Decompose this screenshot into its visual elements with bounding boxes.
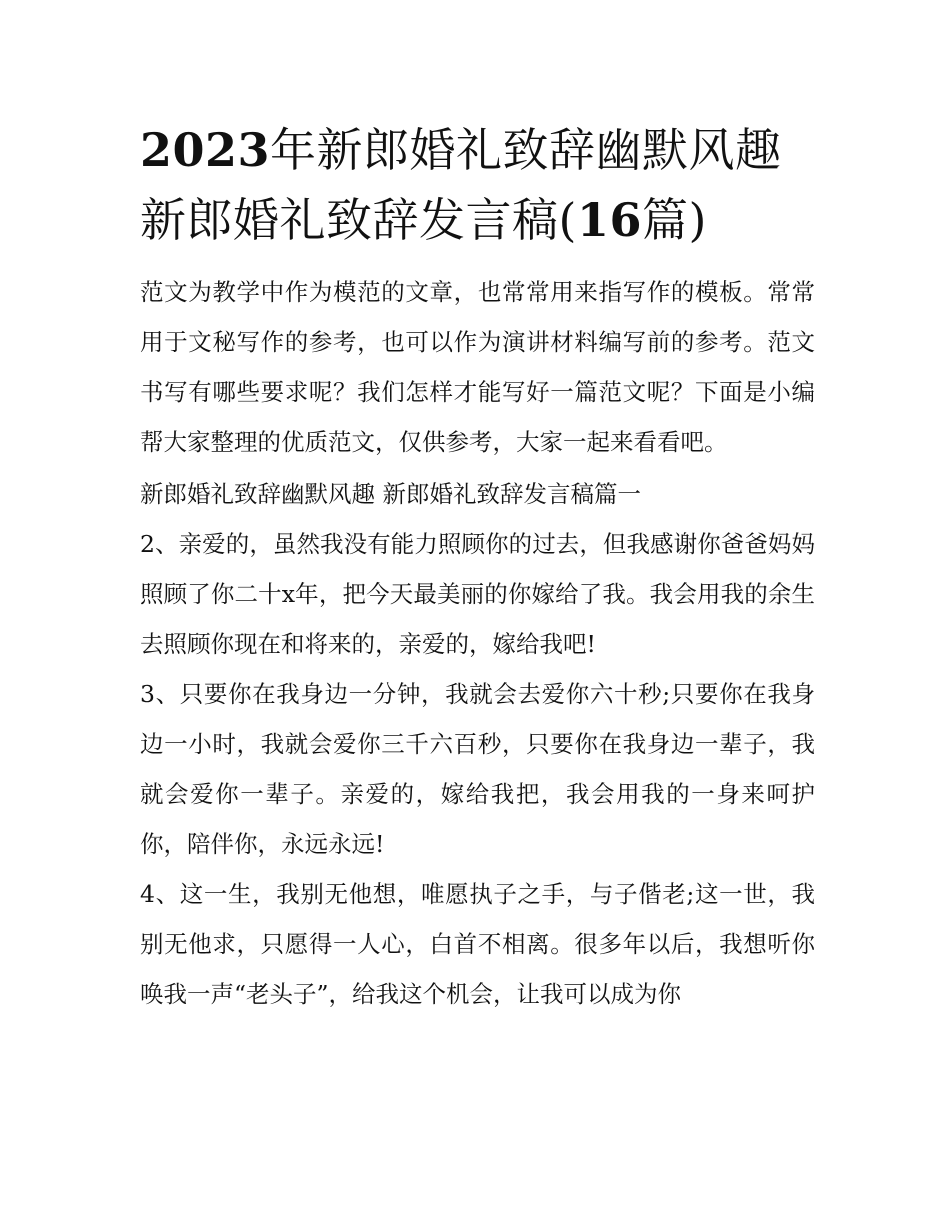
title-line1-rest: 年新郎婚礼致辞幽默风趣: [270, 123, 782, 177]
title-line2-a: 新郎婚礼致辞发言稿(: [140, 193, 577, 247]
document-title: [140, 115, 815, 255]
document-page: [140, 115, 815, 1019]
title-year: 2023: [140, 123, 271, 177]
title-line2-b: 篇): [641, 193, 707, 247]
list-item: 3、只要你在我身边一分钟，我就会去爱你六十秒;只要你在我身边一小时，我就会爱你三千六百秒，只要你在我身边一辈子，我就会爱你一辈子。亲爱的，嫁给我把，我会用我的一身来呵护你，陪伴你，永远永远!: [140, 680, 815, 858]
list-item: 4、这一生，我别无他想，唯愿执子之手，与子偕老;这一世，我别无他求，只愿得一人心，白首不相离。很多年以后，我想听你唤我一声“老头子”，给我这个机会，让我可以成为你: [140, 880, 815, 1008]
section-heading: 新郎婚礼致辞幽默风趣 新郎婚礼致辞发言稿篇一: [140, 480, 641, 508]
intro-paragraph: 范文为教学中作为模范的文章，也常常用来指写作的模板。常常用于文秘写作的参考，也可以作为演讲材料编写前的参考。范文书写有哪些要求呢？我们怎样才能写好一篇范文呢？下面是小编帮大家整理的优质范文，仅供参考，大家一起来看看吧。: [140, 278, 815, 456]
list-item: 2、亲爱的，虽然我没有能力照顾你的过去，但我感谢你爸爸妈妈照顾了你二十x年，把今天最美丽的你嫁给了我。我会用我的余生去照顾你现在和将来的，亲爱的，嫁给我吧!: [140, 530, 815, 658]
title-count: 16: [576, 193, 642, 247]
